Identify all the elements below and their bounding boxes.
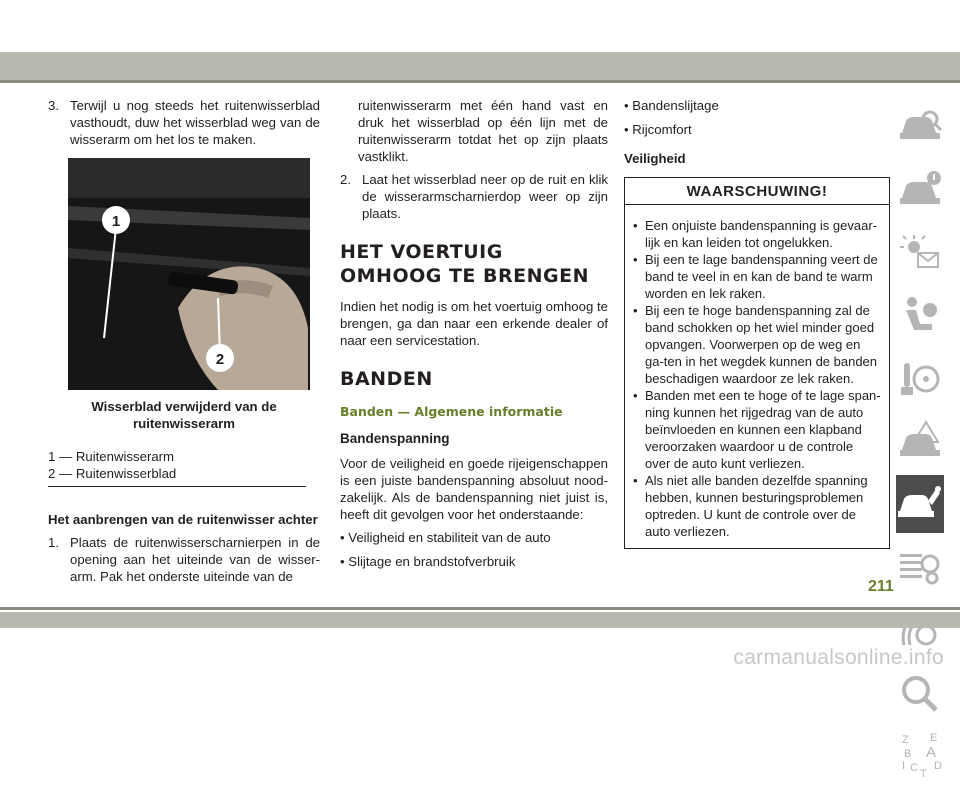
pressure-paragraph: Voor de veiligheid en goede rijeigenschappen is een juiste bandenspanning absoluut nood-zakelijk. Als de bandenspanning niet juist is, heeft dit gevolgen voor het onderstaande:	[340, 456, 608, 522]
index-letter: A	[926, 744, 937, 761]
list-item: • Rijcomfort	[624, 122, 692, 137]
list-item: • Slijtage en brandstofverbruik	[340, 554, 516, 569]
index-letter: T	[920, 768, 927, 780]
car-service-icon[interactable]	[896, 475, 944, 533]
index-letter: Z	[902, 734, 909, 746]
bottom-band-line	[0, 607, 960, 610]
column-3	[624, 97, 892, 549]
index-letter: D	[934, 760, 942, 772]
bullet: •	[633, 388, 638, 403]
car-search-icon[interactable]	[896, 97, 944, 155]
wiper-photo	[68, 158, 310, 390]
heading-tires: BANDEN	[340, 368, 433, 390]
photo-caption: Wisserblad verwijderd van de ruitenwisserarm	[91, 399, 277, 431]
warning-item: • Als niet alle banden dezelfde spanning hebben, kunnen besturingsproblemen optreden. U kunt de controle over de auto verliezen.	[633, 473, 868, 539]
warning-title: WAARSCHUWING!	[625, 178, 889, 205]
callout-1: 1	[111, 213, 121, 230]
search-icon[interactable]	[896, 664, 944, 722]
warning-box	[624, 177, 890, 549]
airbag-seat-icon[interactable]	[896, 286, 944, 344]
bullet: •	[633, 252, 638, 267]
chapter-sidebar	[896, 97, 944, 790]
warning-lights-icon[interactable]	[896, 223, 944, 281]
step-1	[48, 534, 320, 585]
step-text: Laat het wisserblad neer op de ruit en klik de wisserarmscharnierdop weer op zijn plaats.	[362, 172, 608, 221]
warning-item: • Een onjuiste bandenspanning is gevaar-lijk en kan leiden tot ongelukken.	[633, 218, 878, 250]
index-letter: I	[902, 760, 906, 772]
watermark: carmanualsonline.info	[733, 646, 944, 669]
legend-item-1: 1 — Ruitenwisserarm	[48, 449, 175, 464]
step-3	[48, 97, 320, 148]
legend-item-2: 2 — Ruitenwisserblad	[48, 466, 177, 481]
bullet: •	[633, 218, 638, 233]
list-item: • Veiligheid en stabiliteit van de auto	[340, 530, 551, 545]
step-number: 1.	[48, 535, 59, 550]
wiper-photo-illustration	[68, 158, 310, 390]
steering-key-icon[interactable]	[896, 349, 944, 407]
step-text: Plaats de ruitenwisserscharnierpen in de opening aan het uiteinde van de wisser-arm. Pak het onderste uiteinde van de	[70, 535, 320, 584]
warning-item: • Bij een te hoge bandenspanning zal de band schokken op het wiel minder goed opvangen. Voorwerpen op de weg en ga-ten in het wegdek kunnen de banden beschadigen waardoor ze lek raken.	[633, 303, 878, 386]
page-number: 211	[868, 578, 894, 595]
warning-item: • Bij een te lage bandenspanning veert de band te veel in en kan de band te warm worden en lek raken.	[633, 252, 878, 301]
warning-item: • Banden met een te hoge of te lage span-ning kunnen het rijgedrag van de auto beïnvloeden en kunnen een klapband veroorzaken waardoor u de controle over de auto kunt verliezen.	[633, 388, 881, 471]
step-number: 2.	[340, 172, 351, 187]
step-text: Terwijl u nog steeds het ruitenwisserblad vasthoudt, duw het wisserblad weg van de wisserarm om het los te maken.	[70, 98, 320, 147]
lift-paragraph: Indien het nodig is om het voertuig omhoog te brengen, ga dan naar een erkende dealer of naar een servicestation.	[340, 299, 608, 348]
top-band	[0, 52, 960, 80]
step-2	[340, 171, 608, 222]
legend-divider	[48, 486, 306, 487]
heading-tires-general: Banden — Algemene informatie	[340, 404, 563, 419]
index-letter: C	[910, 762, 918, 774]
bullet: •	[633, 303, 638, 318]
callout-2: 2	[215, 351, 225, 368]
index-letter: E	[930, 732, 938, 744]
top-band-line	[0, 80, 960, 83]
column-1	[48, 97, 320, 591]
install-title: Het aanbrengen van de ruitenwisser achter	[48, 512, 318, 527]
list-item: • Bandenslijtage	[624, 98, 719, 113]
bottom-band	[0, 612, 960, 628]
index-letter: B	[904, 748, 912, 760]
step-number: 3.	[48, 98, 59, 113]
heading-lift-vehicle: HET VOERTUIG OMHOOG TE BRENGEN	[340, 241, 589, 287]
bullet: •	[633, 473, 638, 488]
safety-label: Veiligheid	[624, 151, 686, 166]
car-emergency-icon[interactable]	[896, 412, 944, 470]
index-icon[interactable]	[896, 727, 944, 785]
car-info-icon[interactable]	[896, 160, 944, 218]
step-1-continued: ruitenwisserarm met één hand vast en druk het wisserblad op één lijn met de ruitenwisserarm totdat het op zijn plaats vastklikt.	[358, 98, 608, 164]
warning-body	[625, 205, 889, 548]
photo-legend	[48, 448, 320, 482]
specifications-icon[interactable]	[896, 538, 944, 596]
heading-tire-pressure: Bandenspanning	[340, 431, 450, 446]
column-2	[340, 97, 608, 577]
